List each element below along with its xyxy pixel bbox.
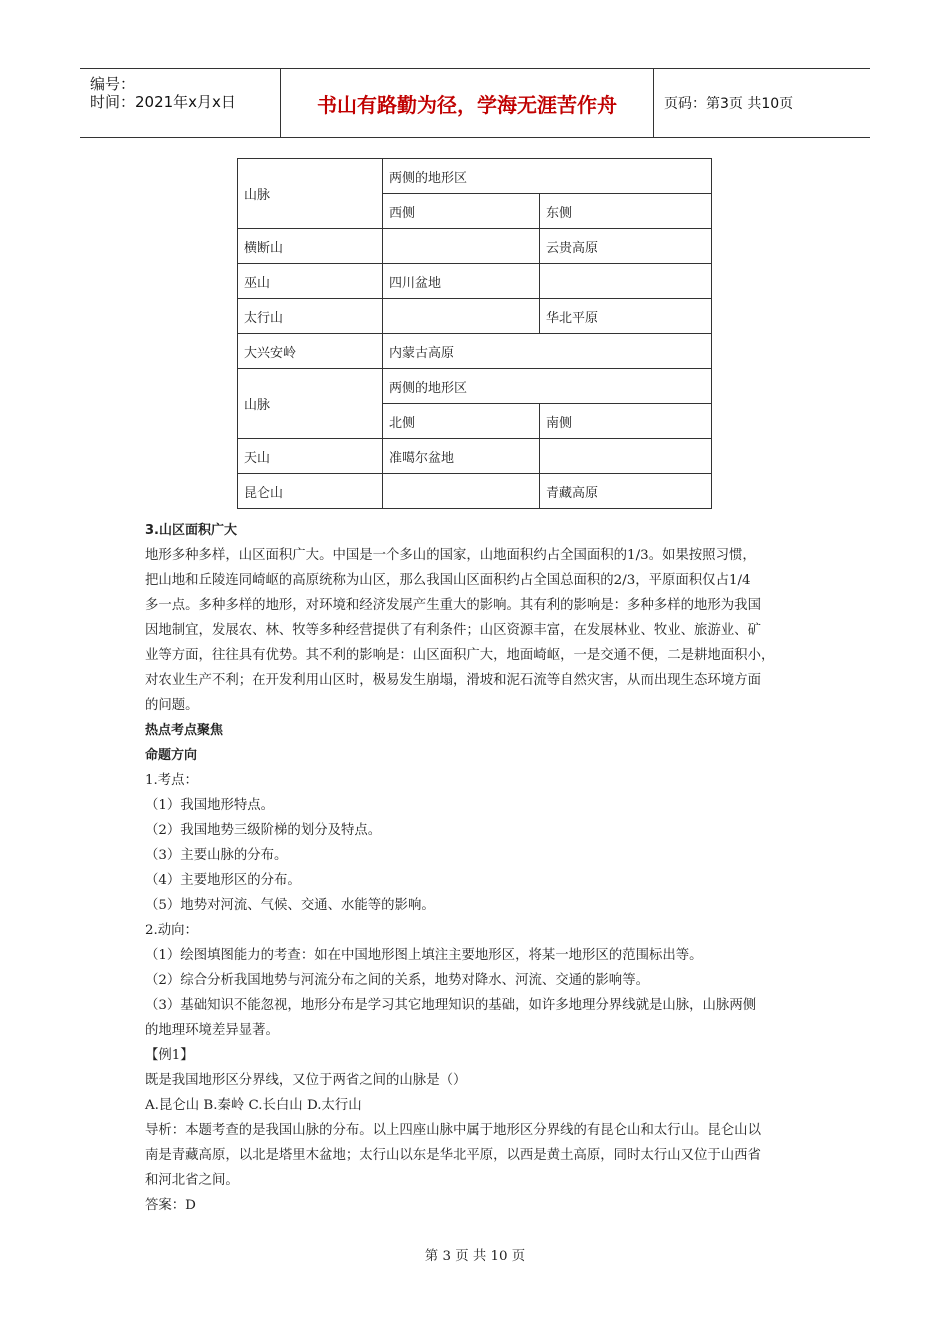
list-item: （1）绘图填图能力的考查：如在中国地形图上填注主要地形区，将某一地形区的范围标出等。	[145, 948, 703, 963]
header-page-info	[654, 69, 870, 137]
list-item: （2）我国地势三级阶梯的划分及特点。	[145, 823, 382, 838]
table-col-header: 山脉	[238, 369, 383, 439]
question-options: A.昆仑山 B.秦岭 C.长白山 D.太行山	[145, 1098, 362, 1113]
analysis-line: 南是青藏高原，以北是塔里木盆地；太行山以东是华北平原，以西是黄土高原，同时太行山又位于山西省	[145, 1148, 761, 1163]
body-content	[145, 518, 825, 1218]
dongxiang-title: 2.动向：	[145, 923, 198, 938]
list-item: （2）综合分析我国地势与河流分布之间的关系，地势对降水、河流、交通的影响等。	[145, 973, 649, 988]
table-row	[238, 369, 712, 404]
table-row	[238, 264, 712, 299]
hot-topics-heading: 热点考点聚焦	[145, 723, 224, 738]
list-item: （3）主要山脉的分布。	[145, 848, 288, 863]
table-cell-b	[540, 264, 712, 299]
table-group-header: 两侧的地形区	[383, 159, 712, 194]
table-col-header: 山脉	[238, 159, 383, 229]
list-item: （5）地势对河流、气候、交通、水能等的影响。	[145, 898, 435, 913]
section-heading: 3.山区面积广大	[145, 523, 237, 538]
header-date: 时间：2021年x月x日	[90, 93, 236, 111]
table-cell-b: 云贵高原	[540, 229, 712, 264]
table-cell-b: 华北平原	[540, 299, 712, 334]
table-row	[238, 159, 712, 194]
paragraph-line: 对农业生产不利；在开发利用山区时，极易发生崩塌，滑坡和泥石流等自然灾害，从而出现生态环境方面	[145, 673, 761, 688]
table-cell-name: 昆仑山	[238, 474, 383, 509]
paragraph-line: 把山地和丘陵连同崎岖的高原统称为山区，那么我国山区面积约占全国总面积的2/3，平原面积仅占1/4	[145, 573, 751, 588]
header-meta	[80, 69, 281, 137]
table-side-a-header: 西侧	[383, 194, 540, 229]
list-item: （3）基础知识不能忽视，地形分布是学习其它地理知识的基础，如许多地理分界线就是山脉，山脉两侧	[145, 998, 757, 1013]
paragraph-line: 地形多种多样，山区面积广大。中国是一个多山的国家，山地面积约占全国面积的1/3。如果按照习惯，	[145, 548, 756, 563]
kaodian-title: 1.考点：	[145, 773, 198, 788]
analysis-line: 导析：本题考查的是我国山脉的分布。以上四座山脉中属于地形区分界线的有昆仑山和太行山。昆仑山以	[145, 1123, 761, 1138]
table-cell-a	[383, 229, 540, 264]
paragraph-line: 因地制宜，发展农、林、牧等多种经营提供了有利条件；山区资源丰富，在发展林业、牧业、旅游业、矿	[145, 623, 761, 638]
table-row	[238, 474, 712, 509]
table-row	[238, 229, 712, 264]
example-label: 【例1】	[145, 1048, 194, 1063]
list-item: （1）我国地形特点。	[145, 798, 275, 813]
table-side-b-header: 南侧	[540, 404, 712, 439]
table-side-b-header: 东侧	[540, 194, 712, 229]
answer-text: 答案：D	[145, 1198, 196, 1213]
table-cell-a: 准噶尔盆地	[383, 439, 540, 474]
header-number: 编号：	[90, 75, 136, 93]
table-cell-b: 青藏高原	[540, 474, 712, 509]
page-header	[80, 68, 870, 138]
paragraph-line: 业等方面，往往具有优势。其不利的影响是：山区面积广大，地面崎岖，一是交通不便，二是耕地面积小，	[145, 648, 775, 663]
page-footer: 第 3 页 共 10 页	[424, 1249, 526, 1264]
question-text: 既是我国地形区分界线，又位于两省之间的山脉是（）	[145, 1073, 467, 1088]
paragraph-line: 的问题。	[145, 698, 199, 713]
header-page-label: 页码：第3页 共10页	[664, 96, 794, 112]
table-group-header: 两侧的地形区	[383, 369, 712, 404]
table-side-a-header: 北侧	[383, 404, 540, 439]
direction-heading: 命题方向	[145, 748, 198, 763]
table-row	[238, 299, 712, 334]
list-item: （4）主要地形区的分布。	[145, 873, 301, 888]
table-cell-name: 天山	[238, 439, 383, 474]
table-row	[238, 334, 712, 369]
table-cell-a	[383, 299, 540, 334]
table-cell-a	[383, 474, 540, 509]
list-item: 的地理环境差异显著。	[145, 1023, 279, 1038]
table-cell-name: 巫山	[238, 264, 383, 299]
table-cell-b	[540, 439, 712, 474]
header-motto: 书山有路勤为径，学海无涯苦作舟	[281, 69, 654, 137]
table-cell-merged: 内蒙古高原	[383, 334, 712, 369]
table-row	[238, 439, 712, 474]
mountain-terrain-table	[237, 158, 712, 509]
paragraph-line: 多一点。多种多样的地形，对环境和经济发展产生重大的影响。其有利的影响是：多种多样的地形为我国	[145, 598, 761, 613]
table-cell-name: 横断山	[238, 229, 383, 264]
table-cell-name: 太行山	[238, 299, 383, 334]
analysis-line: 和河北省之间。	[145, 1173, 239, 1188]
table-cell-name: 大兴安岭	[238, 334, 383, 369]
table-cell-a: 四川盆地	[383, 264, 540, 299]
